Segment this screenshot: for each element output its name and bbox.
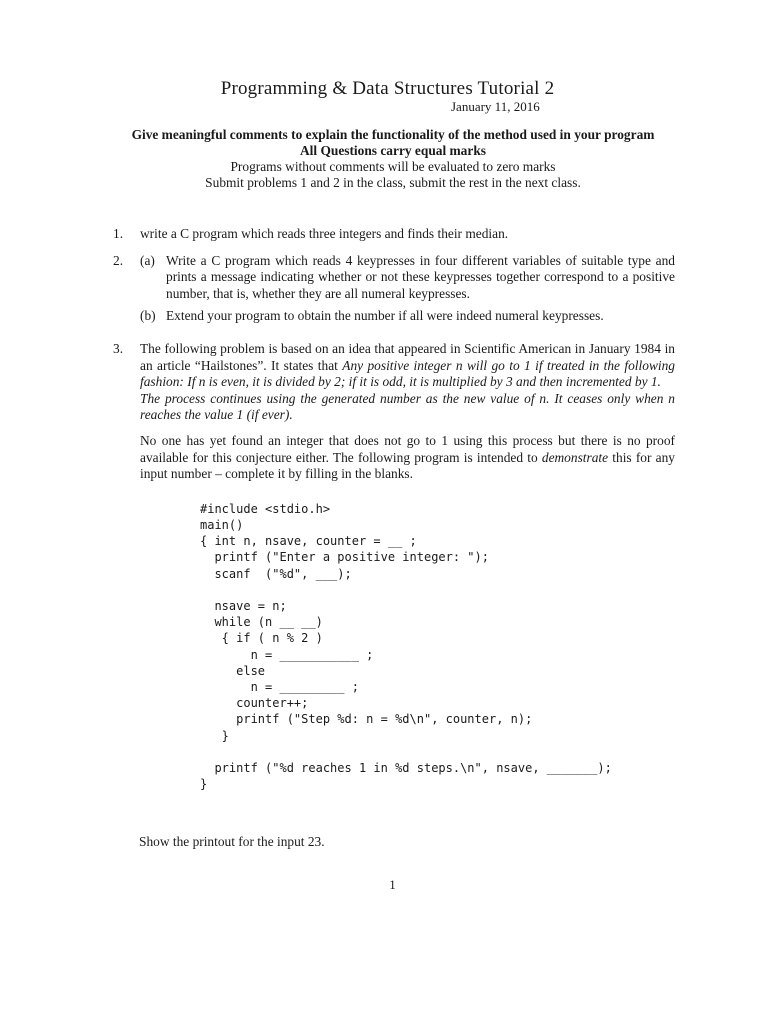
question-text: write a C program which reads three integers and finds their median. xyxy=(140,226,509,241)
question-body xyxy=(140,341,675,792)
question-1 xyxy=(113,226,675,243)
fill-blanks-text: this for any input number – complete it by filling in the blanks. xyxy=(140,449,675,482)
document-date: January 11, 2016 xyxy=(451,99,540,114)
demonstrate-word: demonstrate xyxy=(541,449,609,465)
questions-list xyxy=(113,226,675,800)
hailstone-rule: Any positive integer n will go to 1 if treated in the following fashion: If n is even, it is divided by 2; if it is odd, it is multiplied by 3 and then incremented by 1. xyxy=(140,357,675,390)
printout-instruction: Show the printout for the input 23. xyxy=(139,834,325,849)
question-body xyxy=(140,253,675,331)
subquestion-b xyxy=(140,308,675,325)
question-number: 1. xyxy=(113,226,124,241)
question-3 xyxy=(113,341,675,792)
conjecture-paragraph xyxy=(140,433,675,483)
instruction-zero-marks: Programs without comments will be evaluated to zero marks xyxy=(230,159,556,174)
instruction-submission: Submit problems 1 and 2 in the class, submit the rest in the next class. xyxy=(205,175,581,190)
instructions-block xyxy=(106,127,680,191)
document-title: Programming & Data Structures Tutorial 2 xyxy=(220,78,555,99)
question-number: 3. xyxy=(113,340,124,356)
subquestion-label: (b) xyxy=(140,308,156,324)
page-number: 1 xyxy=(389,877,396,892)
question-2 xyxy=(113,253,675,331)
subquestion-label: (a) xyxy=(140,252,155,268)
subquestion-text: Write a C program which reads 4 keypresses in four different variables of suitable type and prints a message indicating whether or not these keypresses together correspond to a positive number, that is, whether they are all numeral keypresses. xyxy=(166,252,675,301)
conjecture-text: No one has yet found an integer that does not go to 1 using this process but there is no proof available for this conjecture either. The following program is intended to xyxy=(140,432,675,465)
instruction-comments: Give meaningful comments to explain the functionality of the method used in your program xyxy=(131,127,655,142)
instruction-equal-marks: All Questions carry equal marks xyxy=(300,143,486,158)
code-listing: #include <stdio.h> main() { int n, nsave, counter = __ ; printf ("Enter a positive integer: "); scanf ("%d", ___); nsave = n; while (n __ __) { if ( n % 2 ) n = ___________ ; else n = _________ ; counter++; printf ("Step %d: n = %d\n", counter, n); } printf ("%d reaches 1 in %d steps.\n", nsave, _______); } xyxy=(200,501,612,792)
hailstone-intro: The following problem is based on an idea that appeared in Scientific American in January 1984 in an article “Hailstones”. It states that xyxy=(140,340,675,373)
hailstone-process: The process continues using the generated number as the new value of n. It ceases only when n reaches the value 1 (if ever). xyxy=(140,390,675,423)
subquestion-text: Extend your program to obtain the number if all were indeed numeral keypresses. xyxy=(166,308,604,324)
subquestion-a xyxy=(140,253,675,303)
hailstone-description xyxy=(140,341,675,424)
question-number: 2. xyxy=(113,252,124,268)
